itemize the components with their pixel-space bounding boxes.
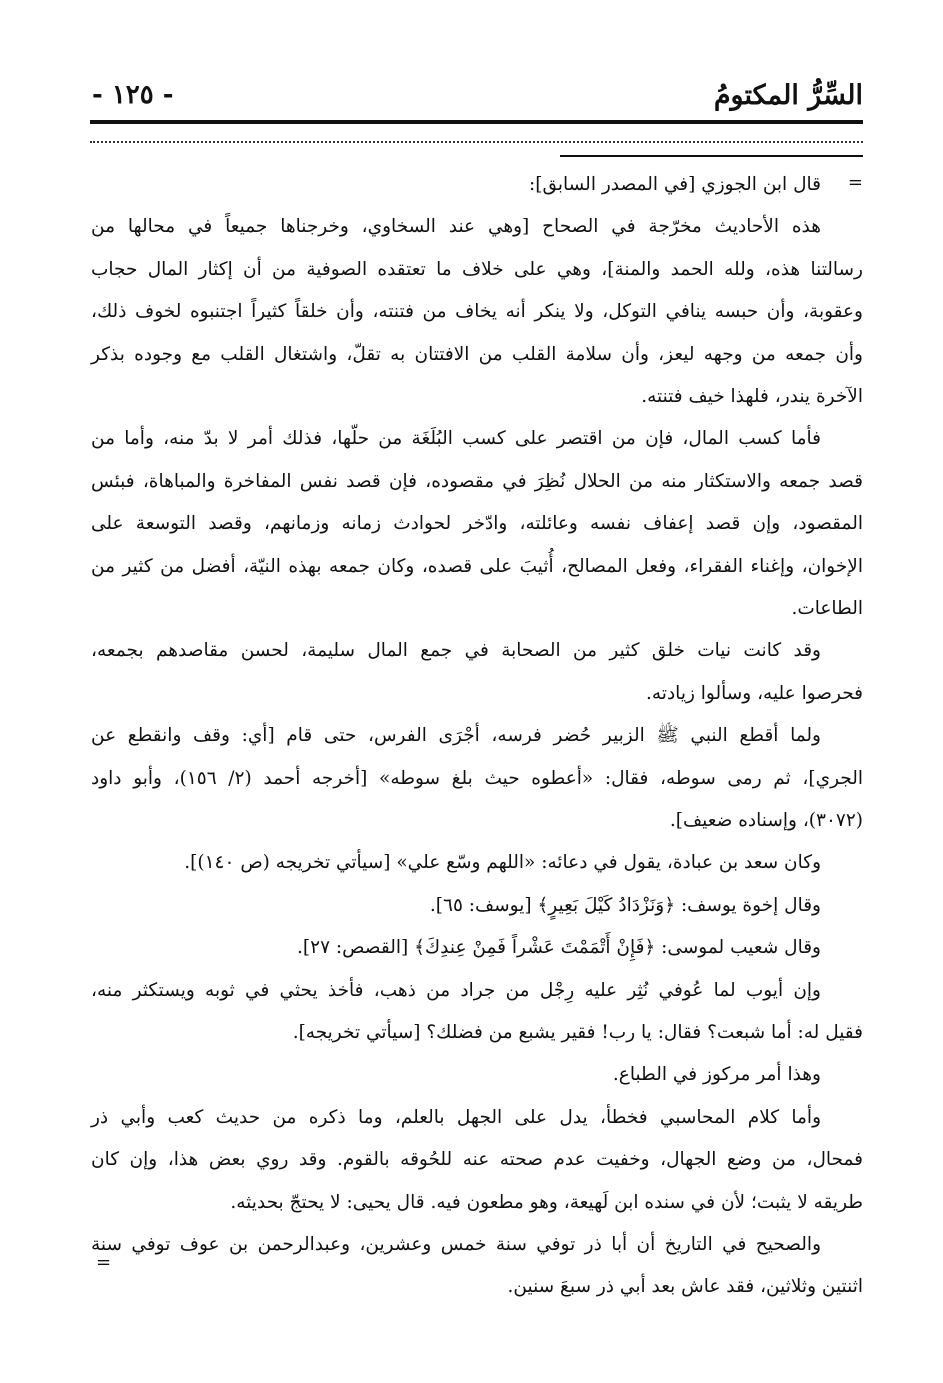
text-line: اثنتين وثلاثين، فقد عاش بعد أبي ذر سبعَ سنين. bbox=[507, 1276, 863, 1298]
text-line: رسالتنا هذه، ولله الحمد والمنة]، وهي على خلاف ما تعتقده الصوفية من أن إكثار المال حجاب bbox=[91, 258, 863, 280]
text-line: المقصود، وإن قصد إعفاف نفسه وعائلته، وادّخر لحوادث زمانه وزمانهم، وقصد التوسعة على bbox=[91, 513, 863, 535]
text-line: وأما كلام المحاسبي فخطأ، يدل على الجهل بالعلم، وما ذكره من حديث كعب وأبي ذر bbox=[91, 1106, 821, 1128]
text-line: وكان سعد بن عبادة، يقول في دعائه: «اللهم وسّع علي» [سيأتي تخريجه (ص ١٤٠)]. bbox=[184, 852, 821, 874]
text-line: وإن أيوب لما عُوفي نُثِر عليه رِجْل من جراد من ذهب، فأخذ يحثي في ثوبه ويستكثر منه، bbox=[91, 979, 821, 1001]
continuation-mark-top: = bbox=[847, 172, 863, 193]
text-line: قال ابن الجوزي [في المصدر السابق]: bbox=[529, 174, 821, 195]
text-line: فمحال، من وضع الجهال، وخفيت عدم صحته عنه للحُوقه بالقوم. وقد روي بعض هذا، وإن كان bbox=[91, 1149, 864, 1171]
text-line: ولما أقطع النبي ﷺ الزبير حُضر فرسه، أجْرَى الفرس، حتى قام [أي: وقف وانقطع عن bbox=[91, 725, 821, 747]
text-line: وقد كانت نيات خلق كثير من الصحابة في جمع المال سليمة، لحسن مقاصدهم بجمعه، bbox=[91, 640, 821, 662]
text-line: وقال شعيب لموسى: ﴿فَإِنْ أَتْمَمْتَ عَشْراً فَمِنْ عِندِكَ﴾ [القصص: ٢٧]. bbox=[297, 937, 821, 959]
text-line: الطاعات. bbox=[791, 598, 863, 619]
text-line: هذه الأحاديث مخرّجة في الصحاح [وهي عند السخاوي، وخرجناها جميعاً في محالها من bbox=[91, 216, 821, 238]
text-line: فقيل له: أما شبعت؟ فقال: يا رب! فقير يشبع من فضلك؟ [سيأتي تخريجه]. bbox=[292, 1022, 863, 1043]
continuation-mark-bottom: = bbox=[96, 1252, 112, 1273]
text-line: فأما كسب المال، فإن من اقتصر على كسب البُلَغَة من حلّها، فذلك أمر لا بدّ منه، وأما من bbox=[91, 428, 821, 450]
book-title: السِّرُّ المكتومُ bbox=[713, 80, 863, 111]
text-line: وعقوبة، وأن حبسه ينافي التوكل، ولا ينكر أنه يخاف من فتنته، وأن خلقاً كثيراً اجتنبوه لخوف ذلك، bbox=[91, 301, 863, 323]
text-line: وقال إخوة يوسف: ﴿وَنَزْدَادُ كَيْلَ بَعِيرٍ﴾ [يوسف: ٦٥]. bbox=[429, 894, 821, 916]
text-line: والصحيح في التاريخ أن أبا ذر توفي سنة خمس وعشرين، وعبدالرحمن بن عوف توفي سنة bbox=[91, 1234, 821, 1255]
text-line: (٣٠٧٢)، وإسناده ضعيف]. bbox=[669, 810, 863, 831]
footnote-rule bbox=[560, 155, 863, 157]
text-line: الآخرة يندر، فلهذا خيف فتنته. bbox=[641, 386, 863, 407]
dotted-separator bbox=[90, 141, 863, 143]
text-line: فحرصوا عليه، وسألوا زيادته. bbox=[646, 682, 863, 704]
header-rule bbox=[90, 120, 863, 124]
text-line: طريقه لا يثبت؛ لأن في سنده ابن لَهيعة، وهو مطعون فيه. قال يحيى: لا يحتجّ بحديثه. bbox=[230, 1191, 863, 1213]
text-line: الجري]، ثم رمى سوطه، فقال: «أعطوه حيث بلغ سوطه» [أخرجه أحمد (٢/ ١٥٦)، وأبو داود bbox=[91, 767, 863, 789]
text-line: وهذا أمر مركوز في الطباع. bbox=[612, 1064, 821, 1086]
text-line: الإخوان، وإغناء الفقراء، وفعل المصالح، أُثيبَ على قصده، وكان جمعه بهذه النيّة، أفضل من كثير من bbox=[91, 555, 863, 577]
text-line: وأن جمعه من وجهه ليعز، وأن سلامة القلب من الافتتان به تقلّ، واشتغال القلب مع وجوده بذكر bbox=[91, 343, 863, 365]
page-number: - ١٢٥ - bbox=[92, 80, 174, 110]
text-line: قصد جمعه والاستكثار منه من الحلال نُظِرَ في مقصوده، فإن قصد نفس المفاخرة والمباهاة، فبئس bbox=[91, 470, 863, 492]
